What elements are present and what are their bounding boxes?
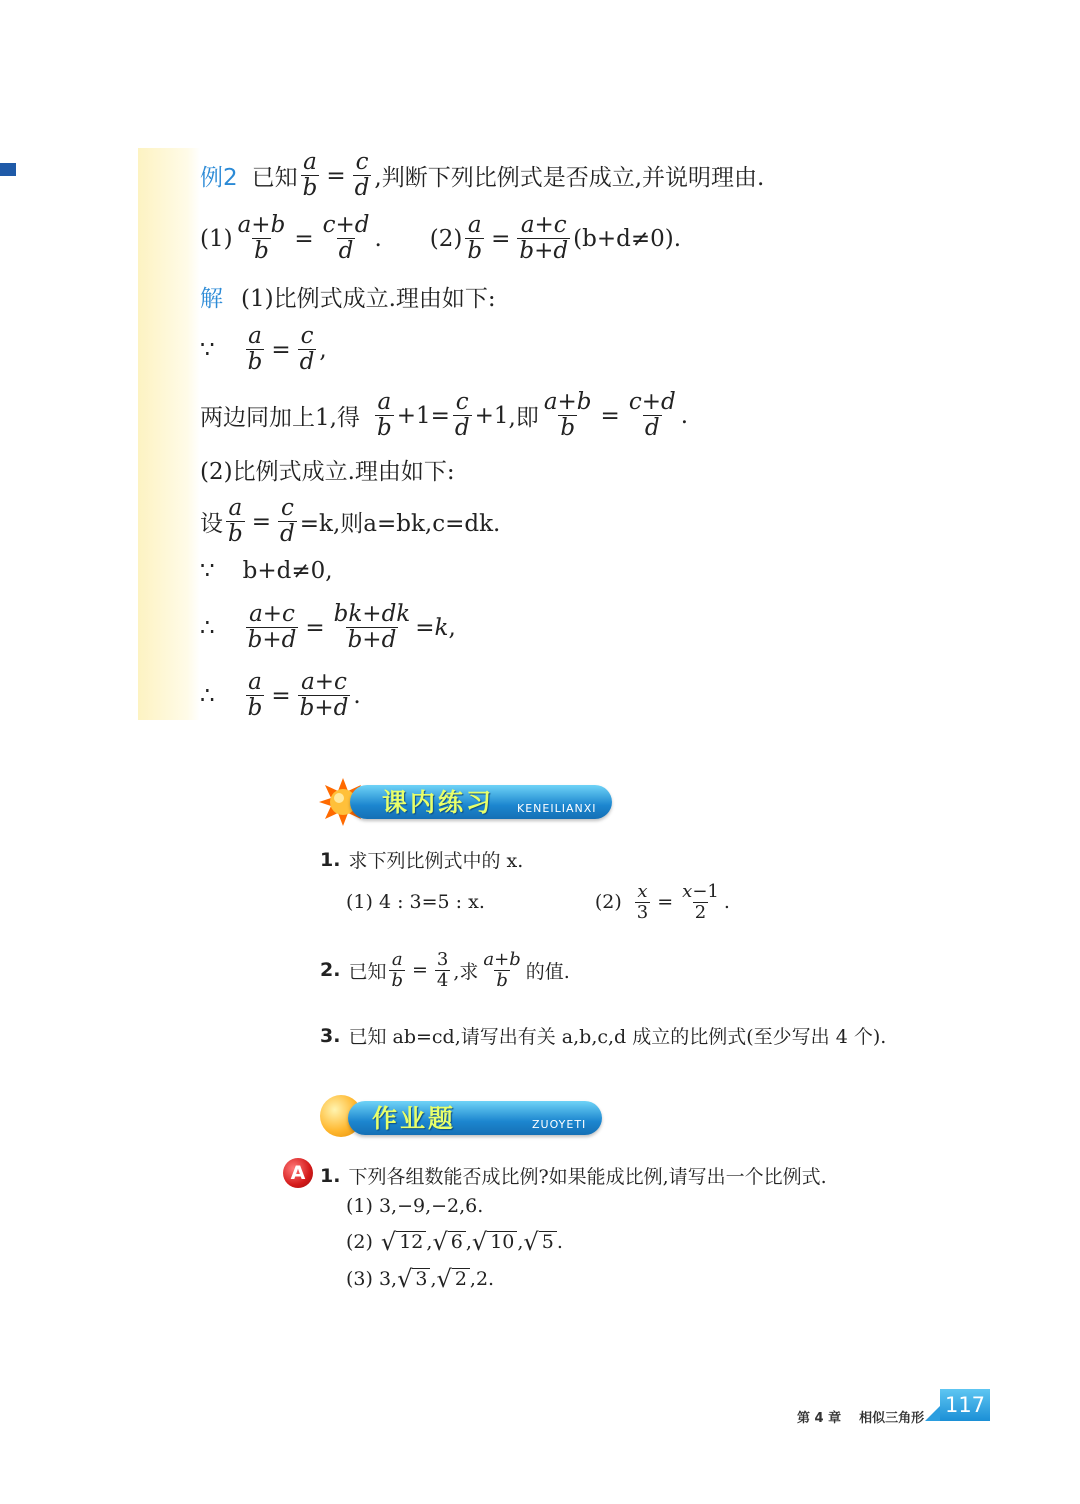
practice-q2-prefix: 已知	[348, 960, 387, 983]
practice-q3-text: 已知 ab=cd,请写出有关 a,b,c,d 成立的比例式(至少写出 4 个).	[348, 1026, 887, 1048]
homework-q1-sub1	[346, 1195, 483, 1217]
solution-set-k-line: 设 $\frac{a}{b}$ = $\frac{c}{d}$ =k,则a=bk,c=dk.	[200, 495, 501, 548]
practice-q3-number: 3.	[320, 1024, 341, 1047]
set-prefix: 设	[200, 511, 223, 538]
fraction: $\frac{a+c}{b+d}$	[519, 212, 569, 265]
example-highlight-band	[138, 148, 200, 720]
fraction: $\frac{c+d}{d}$	[628, 389, 676, 442]
practice-banner	[350, 785, 612, 819]
fraction: $\frac{x}{3}$	[636, 881, 649, 923]
therefore-symbol: ∴	[200, 614, 215, 641]
practice-title: 课内练习	[382, 788, 495, 817]
chapter-footer	[797, 1407, 924, 1426]
add-one-prefix: 两边同加上1,得	[200, 405, 360, 432]
chapter-number: 第 4 章	[797, 1411, 842, 1426]
practice-q2-mid: ,求	[453, 960, 479, 983]
fraction: $\frac{a}{b}$	[391, 949, 403, 991]
fraction: $\frac{3}{4}$	[436, 949, 449, 991]
practice-q1-text: 求下列比例式中的 x.	[348, 850, 524, 872]
solution-part1-heading	[200, 280, 496, 313]
fraction: $\frac{a+b}{b}$	[543, 389, 592, 442]
homework-q1-text: 下列各组数能否成比例?如果能成比例,请写出一个比例式.	[348, 1166, 827, 1188]
chapter-title: 相似三角形	[859, 1411, 925, 1426]
add-one-mid: ,即	[508, 405, 539, 432]
homework-q1-sub3-label: (3) 3,	[346, 1268, 398, 1290]
fraction: $\frac{a}{b}$	[467, 212, 483, 265]
edge-tab	[0, 163, 16, 176]
solution-part2-heading	[200, 453, 455, 486]
homework-title: 作业题	[372, 1104, 457, 1133]
practice-q2: 2. 已知 $\frac{a}{b}$ = $\frac{3}{4}$ ,求 $\frac{a+b}{b}$ 的值.	[320, 949, 570, 991]
practice-q1	[320, 846, 523, 873]
solution-label: 解	[200, 286, 223, 312]
fraction: $\frac{a+b}{b}$	[483, 949, 521, 991]
because-symbol: ∵	[200, 558, 215, 584]
homework-q1-number: 1.	[320, 1164, 341, 1187]
practice-q2-suffix: 的值.	[525, 960, 570, 983]
q2-label: (2)	[429, 225, 463, 252]
fraction: $\frac{c}{d}$	[354, 149, 370, 202]
fraction: $\frac{a}{b}$	[376, 389, 392, 442]
practice-subtitle: KENEILIANXI	[517, 802, 597, 815]
solution-condition-line	[200, 558, 333, 584]
condition-text: b+d≠0,	[242, 558, 333, 584]
solution-therefore-line-1: ∴ $\frac{a+c}{b+d}$ = $\frac{bk+dk}{b+d}$ =k,	[200, 601, 456, 654]
example-suffix: ,判断下列比例式是否成立,并说明理由.	[374, 165, 765, 192]
fraction: $\frac{c}{d}$	[280, 495, 295, 548]
practice-q2-number: 2.	[320, 959, 341, 982]
fraction: $\frac{a+b}{b}$	[237, 212, 286, 265]
fraction: $\frac{c}{d}$	[454, 389, 470, 442]
because-symbol: ∵	[200, 336, 215, 363]
fraction: $\frac{a}{b}$	[247, 669, 263, 722]
practice-q1-sub1: (1) 4 : 3=5 : x.	[346, 891, 485, 914]
practice-q3	[320, 1022, 886, 1049]
q1-label: (1)	[200, 225, 233, 252]
homework-q1-sub1-text: (1) 3,−9,−2,6.	[346, 1195, 484, 1217]
homework-q1	[320, 1162, 827, 1189]
practice-q1-subs: (1) 4 : 3=5 : x. (2) $\frac{x}{3}$ = $\frac{x-1}{2}$ .	[346, 881, 730, 923]
homework-subtitle: ZUOYETI	[532, 1118, 587, 1131]
example-label: 例2	[200, 165, 238, 192]
fraction: $\frac{a}{b}$	[247, 323, 263, 376]
solution-part1-text: (1)比例式成立.理由如下:	[241, 286, 496, 312]
practice-q1-number: 1.	[320, 848, 341, 871]
fraction: $\frac{a}{b}$	[228, 495, 243, 548]
solution-because-line: ∵ $\frac{a}{b}$ = $\frac{c}{d}$ ,	[200, 323, 327, 376]
q2-condition: (b+d≠0).	[573, 225, 682, 252]
homework-q1-sub2-label: (2)	[346, 1231, 373, 1253]
homework-q1-sub3: (3) 3, √ 3 , √ 2 ,2.	[346, 1265, 495, 1293]
homework-banner	[348, 1101, 602, 1135]
solution-therefore-line-2: ∴ $\frac{a}{b}$ = $\frac{a+c}{b+d}$ .	[200, 669, 361, 722]
page-number: 117	[940, 1389, 990, 1421]
fraction: $\frac{c}{d}$	[299, 323, 315, 376]
therefore-symbol: ∴	[200, 682, 215, 709]
fraction: $\frac{a+c}{b+d}$	[247, 601, 297, 654]
example-2-statement: 例2 已知 $\frac{a}{b}$ = $\frac{c}{d}$ ,判断下列比例式是否成立,并说明理由.	[200, 149, 765, 202]
fraction: $\frac{x-1}{2}$	[682, 881, 719, 923]
example-2-questions: (1) $\frac{a+b}{b}$ = $\frac{c+d}{d}$ . (2) $\frac{a}{b}$ = $\frac{a+c}{b+d}$ (b+d≠0).	[200, 212, 682, 265]
fraction: $\frac{a+c}{b+d}$	[299, 669, 349, 722]
example-prefix: 已知	[251, 165, 298, 192]
practice-q1-sub2-label: (2)	[594, 891, 622, 914]
homework-q1-sub2: (2) √ 12 , √ 6 , √ 10 , √ 5 .	[346, 1228, 563, 1256]
fraction: $\frac{a}{b}$	[302, 149, 318, 202]
set-suffix: =k,则a=bk,c=dk.	[299, 511, 501, 538]
fraction: $\frac{bk+dk}{b+d}$	[333, 601, 411, 654]
fraction: $\frac{c+d}{d}$	[322, 212, 370, 265]
solution-add-one-line: 两边同加上1,得 $\frac{a}{b}$ +1= $\frac{c}{d}$ +1 ,即 $\frac{a+b}{b}$ = $\frac{c+d}{d}$ .	[200, 389, 689, 442]
level-a-badge: A	[283, 1158, 313, 1188]
solution-part2-text: (2)比例式成立.理由如下:	[200, 459, 455, 485]
